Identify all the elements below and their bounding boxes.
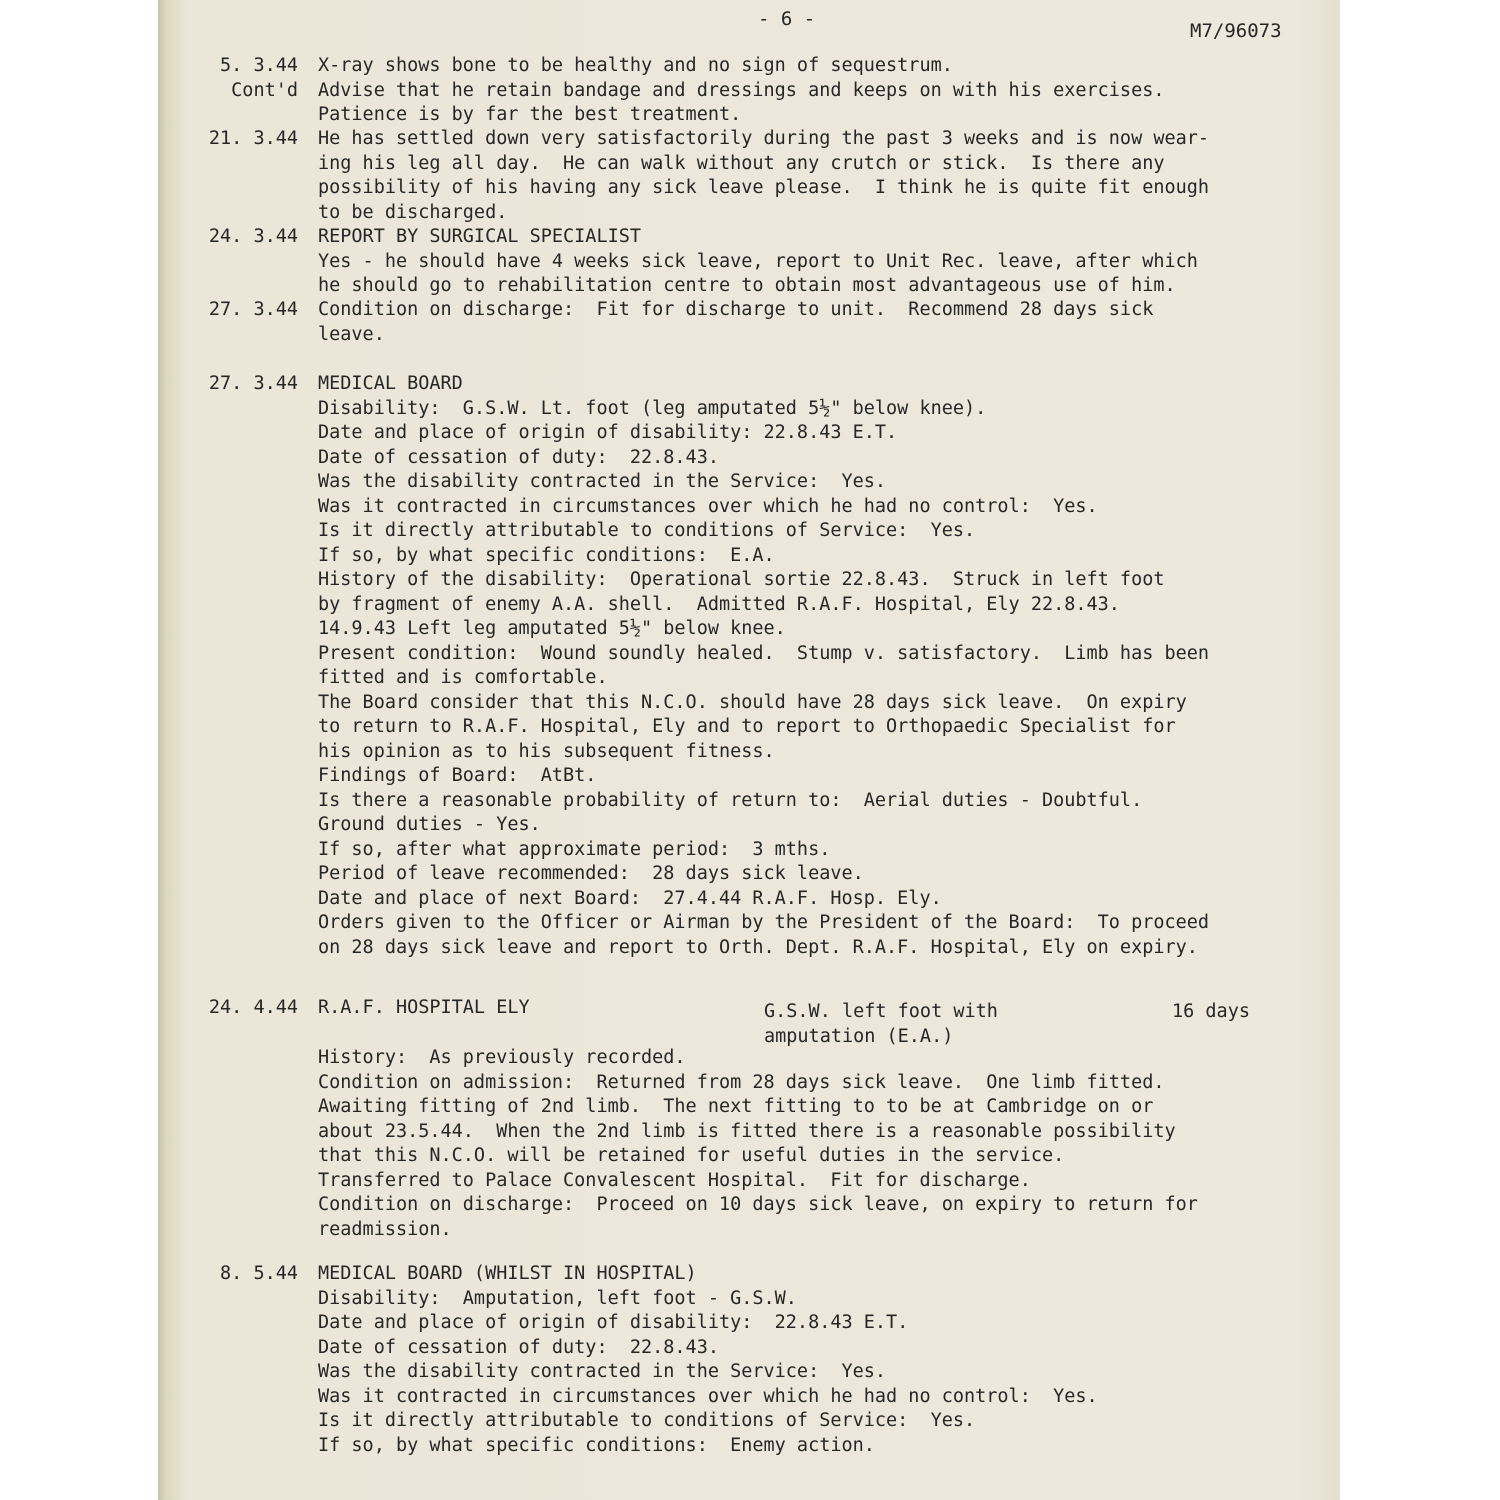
background-margin-left bbox=[0, 0, 158, 1500]
diagnosis: G.S.W. left foot with amputation (E.A.) bbox=[764, 1001, 998, 1047]
entry-text: He has settled down very satisfactorily during the past 3 weeks and is now wear- ing his leg all day. He can walk without any crutch or stick. Is there any possibility of his having any sick leave please. I think he is quite fit enough to be discharged. bbox=[318, 128, 1210, 223]
entry-continuation: History: As previously recorded. Condition on admission: Returned from 28 days sick leave. One limb fitted. Awaiting fitting of 2nd limb. The next fitting to to be at Cambridge on or about 23.5.44. When the 2nd limb is fitted there is a reasonable possibility that this N.C.O. will be retained for useful duties in the service. Transferred to Palace Convalescent Hospital. Fit for discharge. Condition on discharge: Proceed on 10 days sick leave, on expiry to return for readmission. bbox=[318, 1047, 1198, 1240]
entry-date: 27. 3.44 bbox=[208, 299, 298, 320]
entry-text: MEDICAL BOARD Disability: G.S.W. Lt. foot (leg amputated 5½" below knee). Date and place of origin of disability: 22.8.43 E.T. Date of cessation of duty: 22.8.43. Was the disability contracted in the Service: Yes. Was it contracted in circumstances over which he had no control: Yes. Is it directly attributable to conditions of Service: Yes. If so, by what specific conditions: E.A. History of the disability: Operational sortie 22.8.43. Struck in left foot by fragment of enemy A.A. shell. Admitted R.A.F. Hospital, Ely 22.8.43. 14.9.43 Left leg amputated 5½" below knee. Present condition: Wound soundly healed. Stump v. satisfactory. Limb has been fitted and is comfortable. The Board consider that this N.C.O. should have 28 days sick leave. On expiry to return to R.A.F. Hospital, Ely and to report to Orthopaedic Specialist for his opinion as to his subsequent fitness. Findings of Board: AtBt. Is there a reasonable probability of return to: Aerial duties - Doubtful. Ground duties - Yes. If so, after what approximate period: 3 mths. Period of leave recommended: 28 days sick leave. Date and place of next Board: 27.4.44 R.A.F. Hosp. Ely. Orders given to the Officer or Airman by the President of the Board: To proceed on 28 days sick leave and report to Orth. Dept. R.A.F. Hospital, Ely on expiry. bbox=[318, 373, 1210, 958]
duration: 16 days bbox=[1172, 1001, 1250, 1022]
entry-date: 27. 3.44 bbox=[208, 373, 298, 394]
entry-text: R.A.F. HOSPITAL ELY bbox=[318, 997, 530, 1018]
document-page bbox=[158, 0, 1340, 1500]
reference-number: M7/96073 bbox=[1190, 20, 1282, 42]
entry-text: Condition on discharge: Fit for discharge to unit. Recommend 28 days sick leave. bbox=[318, 299, 1154, 345]
entry-text: REPORT BY SURGICAL SPECIALIST Yes - he should have 4 weeks sick leave, report to Unit Rec. leave, after which he should go to rehabilitation centre to obtain most advantageous use of him. bbox=[318, 226, 1198, 296]
entry-date: 21. 3.44 bbox=[208, 128, 298, 149]
entry-text: X-ray shows bone to be healthy and no sign of sequestrum. Advise that he retain bandage and dressings and keeps on with his exercises. Patience is by far the best treatment. bbox=[318, 55, 1165, 125]
entry-date: 8. 5.44 bbox=[220, 1263, 298, 1284]
entry-date: 24. 4.44 bbox=[208, 997, 298, 1018]
background-margin-right bbox=[1340, 0, 1500, 1500]
entry-text: MEDICAL BOARD (WHILST IN HOSPITAL) Disability: Amputation, left foot - G.S.W. Date and place of origin of disability: 22.8.43 E.T. Date of cessation of duty: 22.8.43. Was the disability contracted in the Service: Yes. Was it contracted in circumstances over which he had no control: Yes. Is it directly attributable to conditions of Service: Yes. If so, by what specific conditions: Enemy action. bbox=[318, 1263, 1098, 1456]
entry-date: 24. 3.44 bbox=[208, 226, 298, 247]
entry-date: 5. 3.44 Cont'd bbox=[220, 55, 298, 101]
page-number: - 6 - bbox=[758, 8, 816, 30]
